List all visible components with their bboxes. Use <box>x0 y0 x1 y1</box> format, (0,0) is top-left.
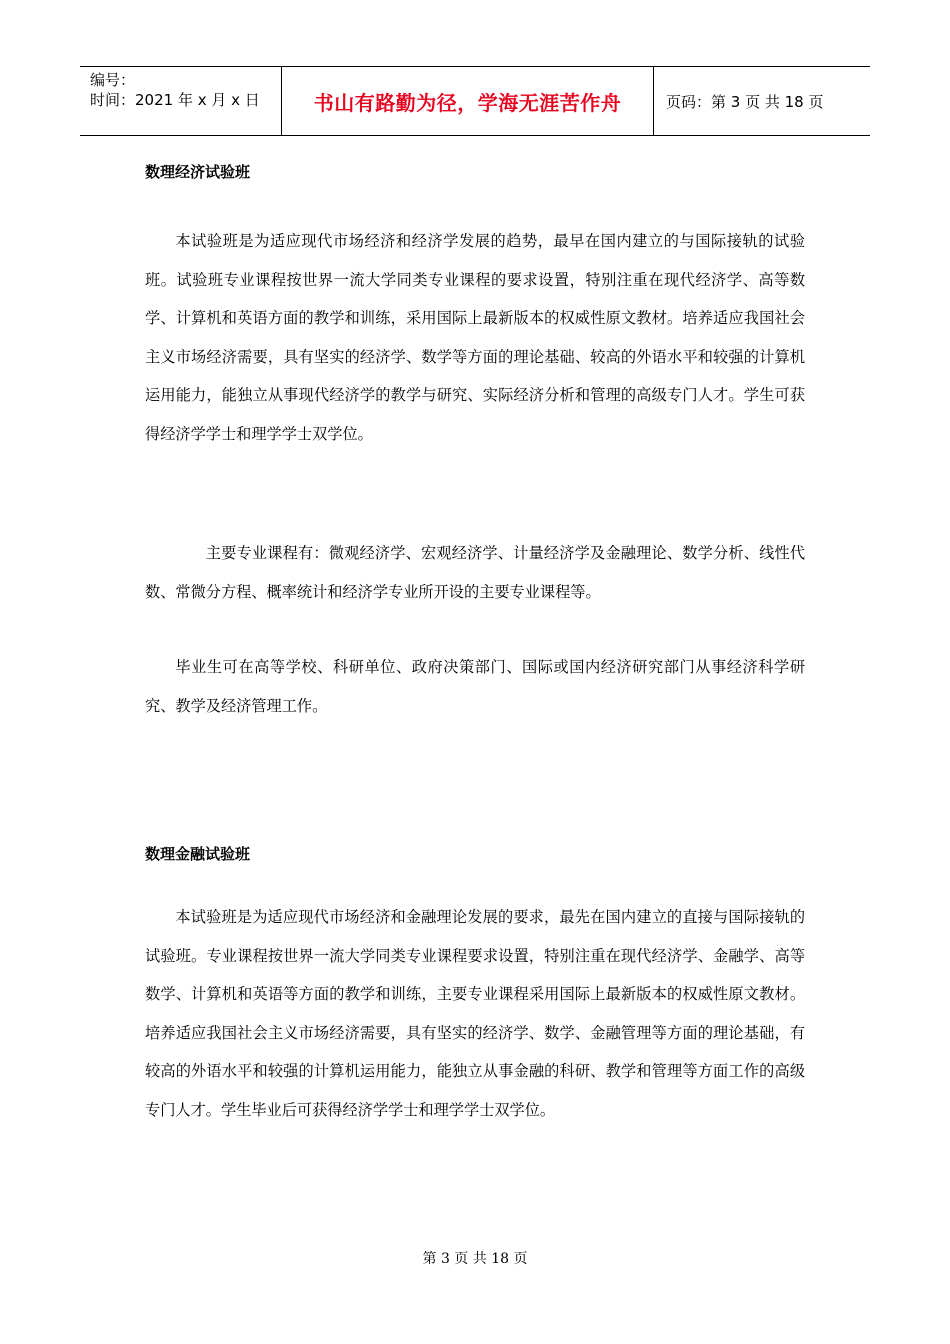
header-meta-cell <box>80 67 282 135</box>
header-page-cell <box>654 67 870 135</box>
header-motto: 书山有路勤为径，学海无涯苦作舟 <box>313 90 622 115</box>
page-footer: 第 3 页 共 18 页 <box>422 1251 528 1267</box>
header-motto-cell <box>282 67 654 135</box>
paragraph: 主要专业课程有：微观经济学、宏观经济学、计量经济学及金融理论、数学分析、线性代数、常微分方程、概率统计和经济学专业所开设的主要专业课程等。 <box>145 544 805 601</box>
paragraph: 毕业生可在高等学校、科研单位、政府决策部门、国际或国内经济研究部门从事经济科学研究、教学及经济管理工作。 <box>145 658 805 715</box>
section-title: 数理金融试验班 <box>145 845 251 863</box>
paragraph: 本试验班是为适应现代市场经济和金融理论发展的要求，最先在国内建立的直接与国际接轨的试验班。专业课程按世界一流大学同类专业课程要求设置，特别注重在现代经济学、金融学、高等数学、计算机和英语等方面的教学和训练，主要专业课程采用国际上最新版本的权威性原文教材。培养适应我国社会主义市场经济需要，具有坚实的经济学、数学、金融管理等方面的理论基础，有较高的外语水平和较强的计算机运用能力，能独立从事金融的科研、教学和管理等方面工作的高级专门人才。学生毕业后可获得经济学学士和理学学士双学位。 <box>145 908 805 1119</box>
section-title: 数理经济试验班 <box>145 163 251 181</box>
document-date: 时间：2021 年 x 月 x 日 <box>90 91 260 109</box>
header-page-code: 页码：第 3 页 共 18 页 <box>666 92 824 111</box>
page-header <box>80 66 870 136</box>
paragraph: 本试验班是为适应现代市场经济和经济学发展的趋势，最早在国内建立的与国际接轨的试验班。试验班专业课程按世界一流大学同类专业课程的要求设置，特别注重在现代经济学、高等数学、计算机和英语方面的教学和训练，采用国际上最新版本的权威性原文教材。培养适应我国社会主义市场经济需要，具有坚实的经济学、数学等方面的理论基础、较高的外语水平和较强的计算机运用能力，能独立从事现代经济学的教学与研究、实际经济分析和管理的高级专门人才。学生可获得经济学学士和理学学士双学位。 <box>145 232 805 443</box>
document-number-label: 编号： <box>90 71 136 89</box>
